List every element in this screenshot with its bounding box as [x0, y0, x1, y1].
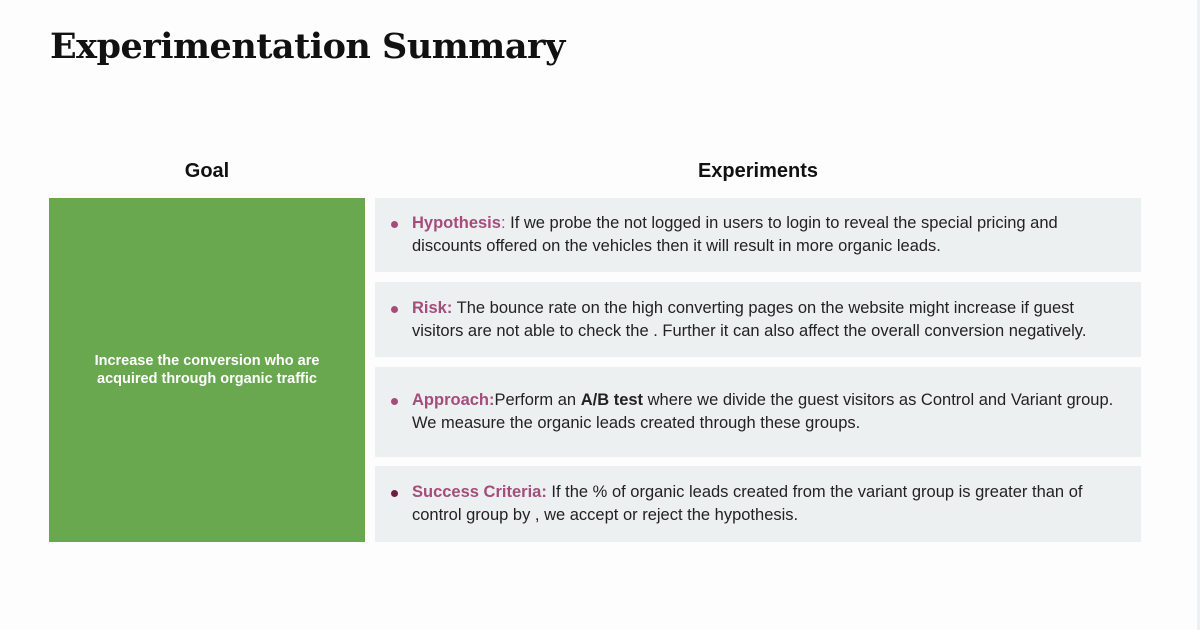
approach-bold: A/B test — [580, 391, 644, 409]
hypothesis-item — [412, 212, 1121, 258]
goal-header: Goal — [184, 160, 230, 182]
experiments-header: Experiments — [697, 160, 819, 182]
success-card — [375, 466, 1141, 542]
risk-text: The bounce rate on the high converting pages on the website might increase if guest visitors are not able to check the . Further it can also affect the overall conversion negatively. — [412, 298, 1087, 340]
success-label: Success Criteria: — [412, 483, 547, 501]
goal-box — [49, 198, 365, 542]
risk-label: Risk: — [412, 298, 453, 317]
risk-card — [375, 282, 1141, 357]
approach-text: Perform an — [494, 391, 581, 409]
approach-text-after: where we divide the guest visitors as Control and Variant group. We measure the organic leads created through these groups. — [412, 391, 1114, 432]
approach-item — [412, 389, 1121, 435]
risk-item — [412, 297, 1121, 343]
approach-card — [375, 367, 1141, 457]
goal-text: Increase the conversion who are acquired through organic traffic — [94, 353, 320, 387]
hypothesis-text: If we probe the not logged in users to login to reveal the special pricing and discounts offered on the vehicles then it will result in more organic leads. — [412, 214, 1058, 255]
hypothesis-card — [375, 198, 1141, 272]
hypothesis-label: Hypothesis — [412, 214, 501, 232]
success-text: If the % of organic leads created from the variant group is greater than of control group by , we accept or reject the hypothesis. — [412, 483, 1083, 524]
hypothesis-colon: : — [500, 214, 506, 232]
page-title: Experimentation Summary — [50, 26, 565, 67]
success-item — [412, 481, 1121, 527]
approach-label: Approach: — [412, 391, 495, 409]
